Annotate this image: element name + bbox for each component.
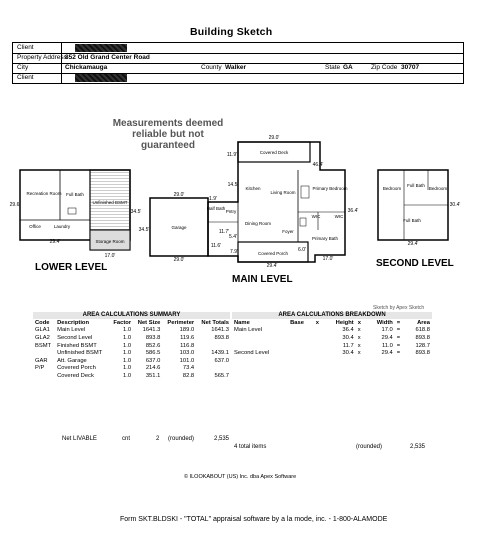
city-row [13,63,463,73]
dim-storage-bottom: 17.0' [104,253,116,259]
table-row: Covered Deck 1.0 351.1 82.8 565.7 [57,372,229,379]
room-full-bath-second: Full Bath [407,183,425,188]
room-covered-porch: Covered Porch [257,251,289,256]
state-value: GA [343,64,353,71]
net-livable-total: 2,535 [214,436,230,442]
main-level-plan [139,135,359,269]
address-row [13,53,463,63]
county-value: Walker [225,64,247,71]
client2-label: Client [17,74,34,81]
col-width: Width [376,319,393,326]
col-height: Height [335,319,354,326]
dim-second-right: 30.4' [449,202,461,208]
dim-g5: 7.9' [230,249,238,255]
property-header [12,42,464,84]
dim-garage-left: 34.5' [138,227,150,233]
room-office: Office [29,224,41,229]
table-row: 30.4 x 29.4 = 893.8 [342,334,430,341]
dim-deck-left: 11.9' [226,152,238,158]
room-half-bath: Half Bath [206,206,226,211]
table-row: BSMT Finished BSMT 1.0 852.6 116.8 [35,342,195,349]
dim-main-right: 36.4' [347,208,359,214]
dim-g1: 1.9' [209,196,217,202]
form-footer: Form SKT.BLDSKI - "TOTAL" appraisal software by a la mode, inc. - 1-800-ALAMODE [120,516,388,523]
state-label: State [325,64,341,71]
col-area: Area [417,319,430,326]
client2-row [13,73,463,83]
page-title: Building Sketch [190,26,273,38]
client-label: Client [17,44,34,51]
dim-lower-bottom: 29.4' [49,239,61,245]
room-unfinished-bsmt: Unfinished BSMT [92,200,128,205]
room-full-bath-second-2: Full Bath [403,218,421,223]
room-living: Living Room [270,190,296,195]
room-storage: Storage Room [95,239,125,244]
net-cnt-label: cnt [122,436,131,442]
breakdown-rounded-label: (rounded) [356,444,383,450]
measurement-disclaimer: Measurements deemed reliable but not guaranteed [112,118,224,151]
second-level-plan [378,170,460,247]
dim-garage-bottom: 29.0' [173,257,185,263]
room-laundry: Laundry [53,224,71,229]
room-wic-1: WIC [311,214,321,219]
col-net-totals: Net Totals [201,319,229,326]
area-breakdown-table [232,319,432,357]
room-full-bath-lower: Full Bath [66,192,84,197]
main-level-outline [208,142,348,262]
dim-main-left: 14.5' [227,182,239,188]
room-foyer: Foyer [282,229,294,234]
col-x2: x [357,319,361,326]
client-redaction [75,44,127,52]
net-count: 2 [156,436,160,442]
col-eq: = [396,319,401,326]
dim-main-bottom-2: 17.0' [322,256,334,262]
table-row: GAR Att. Garage 1.0 637.0 101.0 637.0 [35,357,229,364]
dim-main-bottom: 29.4' [266,263,278,269]
room-kitchen: Kitchen [245,186,261,191]
dim-g2: 11.7' [218,229,230,235]
summary-header-row [33,319,231,327]
copyright-text: © ILOOKABOUT (US) Inc. dba Apex Software [184,474,297,480]
col-code: Code [35,319,50,326]
breakdown-total: 2,535 [410,444,426,450]
zip-label: Zip Code [371,64,398,71]
breakdown-header-row [232,319,432,327]
room-garage: Garage [171,225,187,230]
lower-level-label: LOWER LEVEL [35,262,108,273]
col-x1: x [315,319,319,326]
room-recreation: Recreation Room [26,191,62,196]
table-row: Main Level 36.4 x 17.0 = 618.8 [234,327,430,334]
col-net-size: Net Size [137,319,161,326]
room-pntry: Pntry [225,209,237,214]
table-row: GLA1 Main Level 1.0 1641.3 189.0 1641.3 [35,327,229,334]
main-level-label: MAIN LEVEL [232,274,293,285]
second-level-label: SECOND LEVEL [376,258,454,269]
room-dining: Dining Room [244,221,272,226]
dim-g4: 11.6' [210,243,222,249]
county-label: County [201,64,222,71]
dim-second-bottom: 29.4' [407,241,419,247]
room-wic-2: WIC [334,214,344,219]
col-description: Description [57,319,90,326]
address-value: 852 Old Grand Center Road [65,54,150,61]
dim-porch-right: 6.0' [298,247,306,253]
dim-deck-top: 29.0' [268,135,280,141]
area-summary-table [33,319,231,380]
table-row: P/P Covered Porch 1.0 214.6 73.4 [35,365,195,372]
col-factor: Factor [113,319,132,326]
breakdown-heading: AREA CALCULATIONS BREAKDOWN [232,312,432,319]
table-row: GLA2 Second Level 1.0 893.8 119.6 893.8 [35,334,229,341]
city-value: Chickamauga [65,64,108,71]
city-label: City [17,64,29,71]
client-row [13,43,463,53]
room-covered-deck: Covered Deck [259,150,289,155]
client2-redaction [75,74,127,82]
total-items: 4 total items [234,444,267,450]
net-livable-label: Net LIVABLE [62,436,97,442]
table-row: 11.7 x 11.0 = 128.7 [342,342,430,349]
col-base: Base [290,319,304,326]
dim-lower-side: 29.6' [9,202,21,208]
table-row: Unfinished BSMT 1.0 586.5 103.0 1439.1 [57,350,229,357]
summary-heading: AREA CALCULATIONS SUMMARY [33,312,230,319]
room-primary-bath: Primary Bath [311,236,339,241]
room-bedroom-1: Bedroom [382,186,402,191]
col-name: Name [234,319,250,326]
table-row: Second Level 30.4 x 29.4 = 893.8 [234,350,430,357]
dim-garage-top: 29.0' [173,192,185,198]
room-bedroom-2: Bedroom [428,186,448,191]
room-primary-bedroom: Primary Bedroom [312,186,348,191]
zip-value: 30707 [401,64,420,71]
col-perimeter: Perimeter [167,319,195,326]
lower-level-plan [10,170,142,259]
sketch-credit: Sketch by Apex Sketch [373,305,425,311]
dim-deck-right: 46.4' [312,162,324,168]
address-label: Property Address [17,54,67,61]
dim-g3: 5.4' [229,234,237,240]
net-rounded-label: (rounded) [168,436,195,442]
dim-bsmt-right: 34.5' [130,209,142,215]
